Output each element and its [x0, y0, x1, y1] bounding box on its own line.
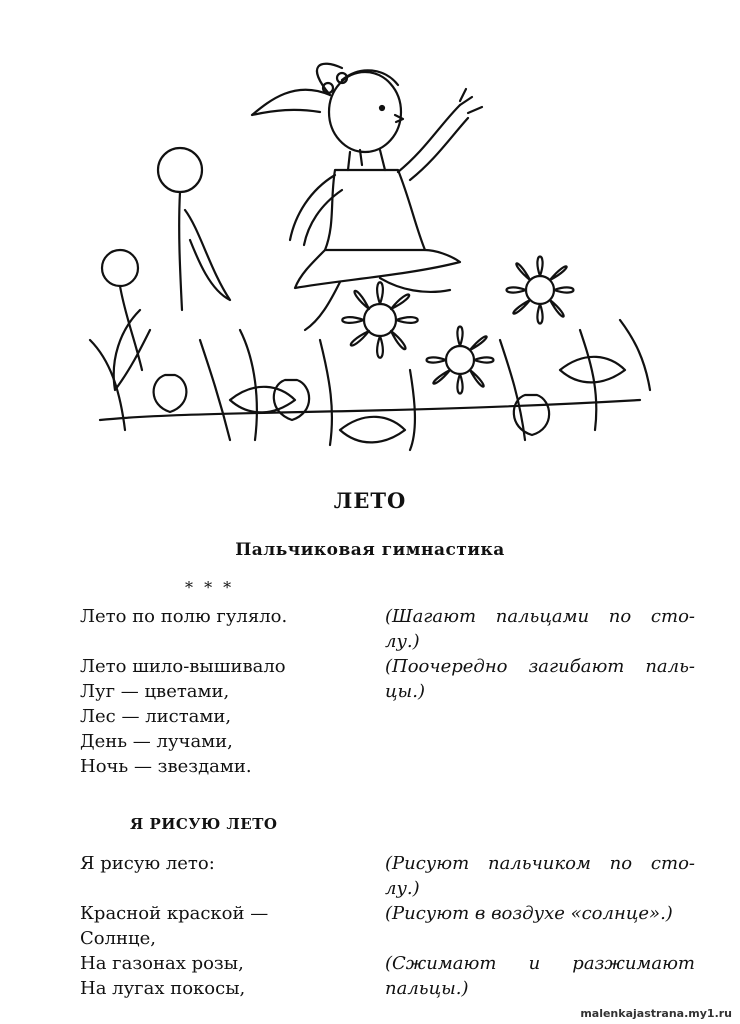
verse-line: Лес — листами,: [80, 706, 232, 727]
poem1-verse-b: [80, 654, 286, 779]
stars-separator: * * *: [185, 578, 235, 597]
note-line: (Поочередно загибают паль-: [385, 656, 695, 677]
watermark: malenkajastrana.my1.ru: [580, 1007, 732, 1020]
note-line: (Рисуют в воздухе «солнце».): [385, 903, 673, 924]
verse-line: Лето по полю гуляло.: [80, 606, 288, 627]
verse-line: Красной краской —: [80, 903, 269, 924]
note-line: лу.): [385, 631, 420, 652]
verse-line: Лето шило-вышивало: [80, 656, 286, 677]
section-title: Я РИСУЮ ЛЕТО: [130, 815, 278, 833]
note-line: (Шагают пальцами по сто-: [385, 606, 695, 627]
poem2-note-b: [385, 901, 695, 926]
verse-line: Солнце,: [80, 928, 156, 949]
poem2-verse-b: [80, 901, 268, 1001]
verse-line: На газонах розы,: [80, 953, 244, 974]
note-line: пальцы.): [385, 978, 469, 999]
poem1-verse-a: [80, 604, 287, 629]
note-line: (Рисуют пальчиком по сто-: [385, 853, 695, 874]
poem1-note-a: [385, 604, 695, 654]
page-title: ЛЕТО: [333, 488, 407, 513]
poem2-note-c: [385, 951, 695, 1001]
page-subtitle: Пальчиковая гимнастика: [235, 540, 505, 560]
poem2-verse-a: [80, 851, 215, 876]
verse-line: Ночь — звездами.: [80, 756, 252, 777]
poem1-note-b: [385, 654, 695, 704]
note-line: цы.): [385, 681, 425, 702]
note-line: лу.): [385, 878, 420, 899]
verse-line: На лугах покосы,: [80, 978, 246, 999]
note-line: (Сжимают и разжимают: [385, 953, 695, 974]
verse-line: День — лучами,: [80, 731, 233, 752]
verse-line: Я рисую лето:: [80, 853, 215, 874]
poem2-note-a: [385, 851, 695, 901]
verse-line: Луг — цветами,: [80, 681, 230, 702]
girl-meadow-illustration: [80, 40, 670, 460]
